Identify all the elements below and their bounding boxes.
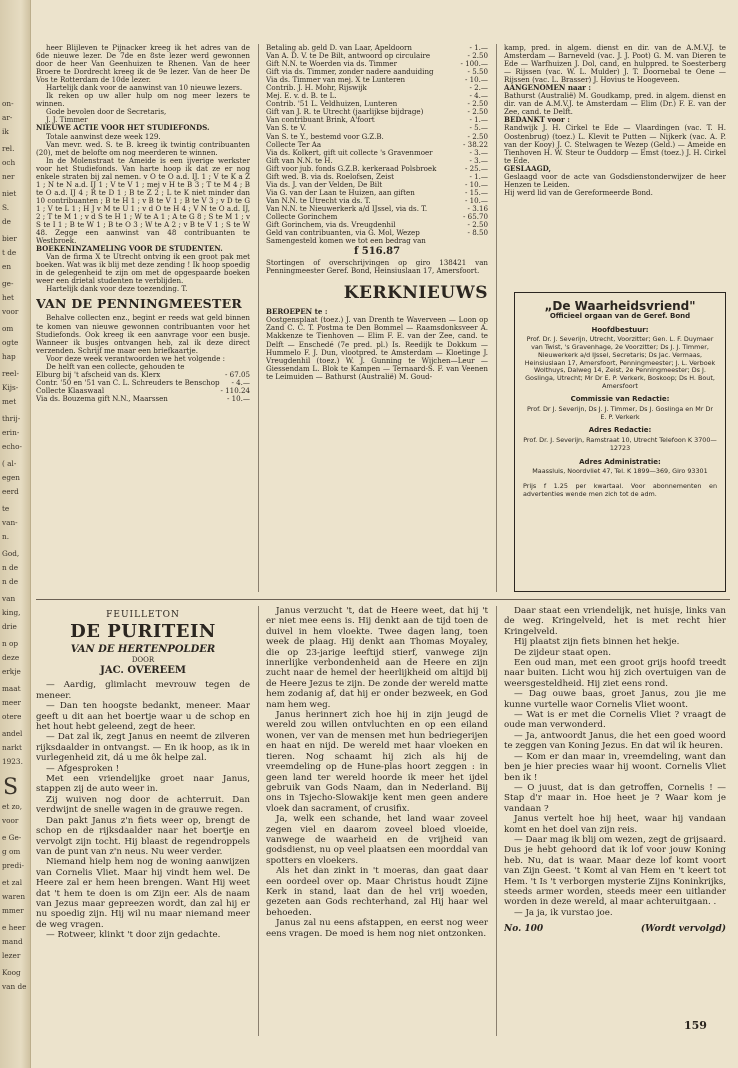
intro-paragraph: Gode bevolen door de Secretaris, (46, 107, 167, 117)
ledger-label: Betaling ab. geld D. van Laar, Apeldoorn (266, 44, 412, 52)
ledger-amount: - 100.— (460, 59, 488, 69)
gutter-fragment: mmer (2, 906, 24, 915)
story-author: JAC. OVEREEM (100, 665, 186, 677)
story-paragraph: Janus vertelt hoe hij heet, waar hij vandaan komt en het doel van zijn reis. (504, 814, 726, 835)
gutter-fragment: g om (2, 847, 21, 856)
gutter-fragment: van- (2, 518, 18, 527)
story-paragraph: — Rotweer, klinkt 't door zijn gedachte. (46, 930, 221, 941)
gutter-fragment: t de (2, 248, 17, 257)
ledger-amount: - 5.50 (467, 67, 488, 77)
story-footer (504, 924, 726, 934)
ledger-total: f 516.87 (353, 246, 401, 258)
ledger-amount: - 3.— (469, 155, 488, 165)
gutter-fragment: maat (2, 684, 21, 693)
story-paragraph: — Wat is er met die Cornelis Vliet ? vraagt de oude man verwonderd. (504, 710, 726, 731)
intro-paragraph: heer Blijleven te Pijnacker kreeg ik het adres van de 6de nieuwe lezer. De 7de en 8ste lezer werd gewonnen door de heer Van Geenhuizen te Rhenen. Van de heer Broere te Dordrecht kreeg ik de 9e lezer. Van de heer De Vos te Rotterdam de 10de lezer. (36, 44, 250, 85)
giro-note: Stortingen of overschrijvingen op giro 138421 van Penningmeester Geref. Bond, Heinsiuslaan 17, Amersfoort. (266, 258, 488, 276)
bestuur-heading: Hoofdbestuur: (591, 325, 649, 334)
ledger-label: Gift voor jub. fonds G.Z.B. kerkeraad Polsbroek (266, 163, 437, 173)
gutter-fragment: drie (2, 622, 17, 631)
ledger-label: Gift via ds. Timmer, zonder nadere aanduiding (266, 67, 434, 77)
page-number: 159 (684, 1019, 707, 1032)
gutter-fragment: deze (2, 653, 20, 662)
adres-heading: Adres Redactie: (588, 426, 652, 435)
story-paragraph: Janus herinnert zich hoe hij in zijn jeugd de wereld zou willen ontvluchten en op een eiland wonen, ver van de mensen met hun bedriegerijen en haat en nijd. De wereld met haar vloeken en tieren. Nog schaamt hij zich als hij de vreemdeling op de Hune-plas hoort zeggen : in geen land ter wereld hoorde ik meer het ijdel gebruik van Gods Naam, dan in Nederland. Bij ons in Tsjecho-Slowakije kent men geen andere vloek dan sacrament, of crusifix. (266, 710, 488, 814)
ledger-label: Gift N.N. te Woerden via ds. Timmer (266, 59, 397, 69)
story-paragraph: — Daar mag ik blij om wezen, zegt de grijsaard. Dus je hebt gehoord dat ik lof voor jouw Koning heb. Nu, dat is waar. Maar deze lof komt voort van Zijn Geest. 't Komt al van Hem en 't keert tot Hem. 't Is 't verborgen mysterie Zijns Koninkrijks, steeds armer worden, steeds meer een uitlander worden in deze wereld, al maar achteruitgaan. . (504, 834, 726, 908)
gutter-fragment: de (2, 217, 11, 226)
penningmeester-paragraph: Voor deze week verantwoorden we het volgende : (46, 353, 226, 363)
ledger-amount: - 3.— (469, 147, 488, 157)
gutter-fragment: erin- (2, 428, 20, 437)
gutter-fragment: van (2, 594, 16, 603)
masthead-title: „De Waarheidsvriend" (544, 299, 696, 313)
gutter-fragment: on- (2, 99, 14, 108)
story-paragraph: Dan pakt Janus z'n fiets weer op, brengt de schop en de rijksdaalder naar het boertje en vervolgt zijn tocht. Hij blaast de regendroppels van de punt van z'n neus. Nu weer verder. (36, 815, 250, 857)
intro-paragraph: Hartelijk dank voor de aanwinst van 10 nieuwe lezers. (46, 83, 243, 93)
gutter-fragment: Koog (2, 968, 21, 977)
story-paragraph: Janus zal nu eens afstappen, en eerst nog weer eens vragen. De moed is hem nog niet ontzonken. (266, 918, 488, 939)
gutter-fragment: S (3, 775, 19, 800)
story-paragraph: — Dag ouwe baas, groet Janus, zou jie me kunne vurtelle waor Cornelis Vliet woont. (504, 689, 726, 710)
ledger-amount: - 5.— (469, 123, 488, 133)
story-paragraph: — Aardig, glimlacht mevrouw tegen de meneer. (36, 680, 250, 701)
intro-paragraph: J. J. Timmer (46, 115, 88, 125)
heading-boeken: BOEKENINZAMELING VOOR DE STUDENTEN. (36, 244, 223, 254)
story-paragraph: — Dat zal ik, zegt Janus en neemt de zilveren rijksdaalder in ontvangst. — En ik hoop, as ik in vurlegenheid zit, dá u me ôk helpe zal. (36, 732, 250, 764)
gutter-fragment: om (2, 324, 14, 333)
ledger-label: Van A. D. V. te De Bilt, antwoord op circulaire (266, 51, 431, 61)
ledger-label: Geld van contribuanten, via G. Mol, Wezep (266, 228, 420, 238)
ledger-label: Collecte Gorinchem (266, 211, 338, 221)
penningmeester-paragraph: De helft van een collecte, gehouden te (46, 361, 185, 371)
gutter-fragment: ( al- (2, 459, 17, 468)
studiefonds-paragraph: In de Molenstraat te Ameide is een ijverige werkster voor het Studiefonds. Van harte hoop ik dat ze er nog enkele straten bij zal nemen. v O te O a.d. IJ. 1 ; V te K a Z 1 ; N te N a.d. IJ 1 ; V te V 1 ; mej v H te B 3 ; T te M 4 ; B te O a.d. IJ 4 ; R te D 1 ; B te Z 2 ; L te K niet minder dan 10 contribuanten ; B te H 1 ; v B te V 1 ; B te V 3 ; v D te G 1 ; V te L 1 ; H J v M te U 1 ; v d O te H 4 ; V N te O a.d. IJ, 2 ; T te M 1 ; v d S te H 1 ; W te A 1 ; A te G 8 ; S te M 1 ; v S te I 1 ; B te W 1 ; B te O 3 ; W te A 2 ; v B te V 1 ; S te W 48. Zegge een aanwinst van 48 contribuanten te Westbroek. (36, 155, 250, 246)
gutter-fragment: bier (2, 234, 17, 243)
ledger-label: Gift wed. B. via ds. Roelofsen, Zeist (266, 171, 394, 181)
heading-bedankt: BEDANKT voor : (504, 115, 570, 125)
geslaagd-text-2: Hij werd lid van de Gereformeerde Bond. (504, 187, 653, 197)
ledger-amount: - 1.— (469, 115, 488, 125)
ledger-label: Via ds. Timmer van mej. X te Lunteren (266, 75, 406, 85)
gutter-fragment: en (2, 262, 12, 271)
studiefonds-paragraph: Van mevr. wed. S. te B. kreeg ik twintig contribuanten (20), met de belofte om nog meerderen te winnen. (36, 139, 250, 157)
intro-text (36, 44, 250, 124)
ledger-row (36, 395, 250, 403)
ledger-amount: - 2.50 (467, 220, 488, 230)
gutter-fragment: n. (2, 532, 10, 541)
studiefonds-text (36, 133, 250, 246)
gutter-fragment: e heer (2, 923, 26, 932)
ledger-amount: - 4.— (469, 91, 488, 101)
ledger-label: Elburg bij 't afscheid van ds. Klerx (36, 369, 161, 379)
ledger-label: Van N.N. te Utrecht via ds. T. (266, 195, 371, 205)
story-paragraph: — Kom er dan maar in, vreemdeling, want dan ben je hier precies waar hij woont. Cornelis Vliet ben ik ! (504, 751, 726, 783)
kerknieuws-title: KERKNIEUWS (343, 283, 488, 304)
gutter-fragment: God, (2, 549, 20, 558)
feuilleton-label: FEUILLETON (106, 610, 180, 620)
ledger-label: Van S. te V. (266, 123, 307, 133)
ledger-label: Via ds. Kolkert, gift uit collecte 's Gravenmoer (266, 147, 433, 157)
ledger-amount: - 2.50 (467, 51, 488, 61)
column-1 (36, 44, 250, 592)
gutter-fragment: thrij- (2, 414, 21, 423)
gutter-fragment: waren (2, 892, 26, 901)
gutter-fragment: ogte (2, 338, 19, 347)
gutter-fragment: et zal (2, 878, 23, 887)
ledger-label: Van S. te Y., bestemd voor G.Z.B. (266, 131, 384, 141)
story-paragraph: Janus verzucht 't, dat de Heere weet, dat hij 't er niet mee eens is. Hij denkt aan de tijd toen de duivel in hem vloekte. Twee dagen lang, toen week de plaag. Hij denkt aan Thomas Moyaley, die op 23-jarige leeftijd stierf, vanwege zijn innerlijke verbondenheid aan de Heere en zijn zucht naar de hemel der heerlijkheid om altijd bij de Heere Jezus te zijn. De zonde der wereld matte hem zodanig af, dat hij er onder bezweek, en God nam hem weg. (266, 606, 488, 710)
ledger-label: Van contribuant Brink, A'foort (266, 115, 375, 125)
geslaagd-text: Geslaagd voor de acte van Godsdienstonderwijzer de heer Henzen te Leiden. (504, 171, 726, 189)
story-paragraph: Ja, welk een schande, het land waar zoveel zegen viel en daarom zoveel bloed vloeide, vanwege de waarheid en de vrijheid van godsdienst, nu op veel plaatsen een moorddal van spotters en vloekers. (266, 814, 488, 866)
to-be-continued: (Wordt vervolgd) (640, 924, 726, 935)
ledger-amount: - 2.— (469, 83, 488, 93)
masthead-box (514, 292, 726, 592)
gutter-fragment: andel (2, 729, 23, 738)
gutter-fragment: otere (2, 712, 22, 721)
feuilleton-column-3 (504, 606, 726, 1021)
story-title: DE PURITEIN (70, 621, 216, 643)
bestuur-text: Prof. Dr. J. Severijn, Utrecht, Voorzitter; Gen. L. F. Duymaer van Twist, 's Gravenhage, 2e Voorzitter; Ds J. J. Timmer, Nieuwerkerk a/d IJssel, Secretaris; Ds Jac. Vermaas, Heinsiuslaan 17, Amersfoort, Penningmeester; J. L. Verboek Wolthuys, Dalweg 14, Zeist, 2e Penningmeester; Ds J. Goslinga, Utrecht; Mr Dr E. P. Verkerk, Boskoop; Ds H. Bout, Amersfoort (524, 335, 716, 390)
gutter-fragment: mand (2, 937, 23, 946)
ledger-amount: - 3.16 (467, 203, 488, 213)
heading-geslaagd: GESLAAGD, (504, 163, 552, 173)
story-text (504, 606, 726, 918)
gutter-fragment: n de (2, 577, 19, 586)
heading-studiefonds: NIEUWE ACTIE VOOR HET STUDIEFONDS. (36, 123, 210, 133)
ledger-amount: - 2.50 (467, 99, 488, 109)
story-text (266, 606, 488, 939)
gutter-fragment: narkt (2, 743, 22, 752)
story-paragraph: — Afgesproken ! (46, 763, 120, 774)
boeken-paragraph: Van de firma X te Utrecht ontving ik een groot pak met boeken. Wat was ik blij met deze zending ! Ik hoop spoedig in de gelegenheid te zijn om met de opgespaarde boeken weer een drietal studenten te verblijden. (36, 252, 250, 286)
gutter-fragment: het (2, 293, 14, 302)
redactie-text: Prof. Dr J. Severijn, Ds J. J. Timmer, Ds J. Goslinga en Mr Dr E. P. Verkerk (527, 405, 713, 421)
intro-paragraph: Ik reken op uw aller hulp om nog meer lezers te winnen. (36, 91, 250, 109)
story-paragraph: — Dan ten hoogste bedankt, meneer. Maar geeft u dit aan het boertje waar u de schop en het hout hebt geleend, zegt de heer. (36, 701, 250, 733)
issue-number: No. 100 (504, 924, 544, 935)
prijs-text: Prijs f 1.25 per kwartaal. Voor abonnementen en advertenties wende men zich tot de adm. (523, 481, 717, 498)
ledger-amount: - 2.50 (467, 131, 488, 141)
gutter-fragment: och (2, 158, 16, 167)
gutter-fragment: echo- (2, 442, 22, 451)
ledger-label: Gift van J. R. te Utrecht (jaarlijkse bijdrage) (266, 107, 424, 117)
penningmeester-text (36, 314, 250, 370)
story-paragraph: Hij plaatst zijn fiets binnen het hekje. (514, 637, 680, 648)
column-divider (258, 44, 259, 592)
beroepen-continued: kamp, pred. in algem. dienst en dir. van de A.M.V.J. te Amsterdam — Barneveld (vac. J. J. Poot) G. M. van Dieren te Ede — Warfhuizen J. Dol, cand, en hulppred. te Soesterberg — Rijssen (vac. W. L. Mulder) J. T. Doornebal te Oene — Rijssen (vac. L. Brasser) J. Hovius te Hoogeveen. (504, 44, 726, 85)
redactie-heading: Commissie van Redactie: (570, 395, 670, 404)
ledger-label: Via ds. Bouzema gift N.N., Maarssen (36, 393, 168, 403)
gutter-fragment: voor (2, 816, 19, 825)
ledger-label: Samengesteld komen we tot een bedrag van (266, 236, 426, 246)
story-paragraph: Niemand hielp hem nog de woning aanwijzen van Cornelis Vliet. Maar hij vindt hem wel. De Heere zal er hem heen brengen. Want Hij weet dat 't hem te doen is om Zijn eer. Als de naam van Jezus maar gepreezen wordt, dan zal hij er nu spoedig zijn. Hij wil nu maar niemand meer de weg vragen. (36, 857, 250, 930)
gutter-fragment: ge- (2, 279, 14, 288)
column-divider (258, 606, 259, 1036)
bedankt-text: Randwijk J. H. Cirkel te Ede — Vlaardingen (vac. T. H. Oostenbrug) (toez.) L. Klevit te Putten — Nijkerk (vac. A. P. van der Kooy) J. C. Stelwagen te Wezep (Geld.) — Ameide en Tienhoven H. W. Steur te Ouddorp — Emst (toez.) J. H. Cirkel te Ede. (504, 123, 726, 165)
ledger-list (36, 371, 250, 403)
story-paragraph: — O juust, dat is dan getroffen, Cornelis ! — Stap d'r maar in. Hoe heet je ? Waar kom je vandaan ? (504, 782, 726, 814)
column-divider (496, 44, 497, 592)
aangenomen-text: Bathurst (Australië) M. Goudkamp, pred. in algem. dienst en dir. van de A.M.V.J. te Amsterdam — Elim (Dr.) F. E. van der Zee, cand. te Delft. (504, 91, 726, 117)
gutter-fragment: reel- (2, 369, 19, 378)
feuilleton-column-1 (36, 606, 250, 1036)
ledger-amount: - 38.22 (463, 139, 488, 149)
ledger-amount: - 8.50 (467, 228, 488, 238)
story-paragraph: Met een vriendelijke groet naar Janus, stappen zij de auto weer in. (36, 774, 250, 795)
gutter-fragment: egen (2, 473, 21, 482)
ledger-amount: - 25.— (464, 163, 488, 173)
ledger-amount: - 2.50 (467, 107, 488, 117)
gutter-fragment: n de (2, 563, 19, 572)
ledger-amount: - 10.— (464, 195, 488, 205)
ledger-amount: - 65.70 (463, 211, 488, 221)
gutter-fragment: met (2, 397, 17, 406)
ledger-label: Via G. van der Laan te Huizen, aan giften (266, 187, 415, 197)
ledger-amount: - 1.— (469, 44, 488, 52)
studiefonds-paragraph: Totale aanwinst deze week 129. (46, 131, 161, 141)
ledger-label: Contrib. J. H. Mohr, Rijswijk (266, 83, 367, 93)
beroepen-label: BEROEPEN te : (266, 307, 328, 317)
ledger-label: Contrib. '51 L. Veldhuizen, Lunteren (266, 99, 398, 109)
admin-heading: Adres Administratie: (579, 457, 661, 466)
ledger-label: Via ds. J. van der Velden, De Bilt (266, 179, 383, 189)
gutter-fragment: predi- (2, 861, 24, 870)
story-paragraph: De zijdeur staat open. (514, 647, 611, 658)
column-3 (504, 44, 726, 284)
beroepen-text: Oostgensplaat (toez.) J. van Drenth te Waverveen — Loon op Zand C. C. T. Postma te Den Bommel — Raamsdonksveer A. Makkenze te Tienhoven — Elim F. E. van der Zee, cand. te Delft — Enschedé (7e pred. pl.) Is. Reedijk te Dokkum — Hummelo F. J. Dun, vlootpred. te Amsterdam — Kloetinge J. Vreugdenhil (toez.) W. J. Gunning te Wijchen—Leur — Giessendam L. Blok te Kampen — Ternaard-S. F. van Veenen te Leimuiden — Bathurst (Australië) M. Goud- (266, 315, 488, 381)
story-paragraph: — Ja ja, ik vurstao joe. (514, 907, 613, 918)
gutter-fragment: rel. (2, 144, 15, 153)
ledger-label: Gift Gorinchem, via ds. Vreugdenhil (266, 220, 396, 230)
gutter-fragment: ar- (2, 113, 13, 122)
ledger-label: Van N.N. te Nieuwerkerk a/d IJssel, via ds. T. (266, 203, 428, 213)
gutter-fragment: e Ge- (2, 833, 22, 842)
gutter-fragment: hap (2, 352, 16, 361)
ledger-amount: - 67.05 (225, 369, 250, 379)
section-divider (36, 599, 730, 600)
gutter-fragment: niet (2, 189, 17, 198)
boeken-text (36, 253, 250, 293)
story-text (36, 680, 250, 940)
story-subtitle: VAN DE HERTENPOLDER (70, 644, 216, 656)
gutter-fragment: et zo, (2, 802, 23, 811)
heading-penningmeester: VAN DE PENNINGMEESTER (36, 296, 243, 312)
ledger-amount: - 10.— (226, 393, 250, 403)
gutter-fragment: van de (2, 982, 27, 991)
boeken-paragraph: Hartelijk dank voor deze toezending. T. (46, 284, 188, 294)
ledger-amount: - 10.— (464, 179, 488, 189)
feuilleton-column-2 (266, 606, 488, 1036)
story-paragraph: Zij wuiven nog door de achterruit. Dan verdwijnt de snelle wagen in de grauwe regen. (36, 794, 250, 816)
ledger-label: Gift van N.N. te H. (266, 155, 333, 165)
gutter-fragment: lezer (2, 951, 21, 960)
masthead-subtitle: Officieel orgaan van de Geref. Bond (549, 312, 691, 320)
gutter-fragment: Kijs- (2, 383, 19, 392)
gutter-fragment: eerd (2, 487, 19, 496)
gutter-fragment: king, (2, 608, 21, 617)
ledger-label: Collecte Klaaswaal (36, 385, 105, 395)
story-paragraph: Als het dan zinkt in 't moeras, dan gaat daar een oordeel over op. Maar Christus houdt Zijne Kerk in stand, laat dan de hel vrij woeden, gezeten aan Gods rechterhand, zal Hij haar wel behoeden. (266, 866, 488, 918)
gutter-fragment: meer (2, 698, 22, 707)
ledger-label: Mej. E. v. d. B. te L. (266, 91, 337, 101)
gutter-fragment: voor (2, 307, 19, 316)
story-door: DOOR (131, 656, 155, 665)
heading-aangenomen: AANGENOMEN naar : (504, 83, 592, 93)
ledger-row (266, 237, 488, 245)
ledger-amount: - 1.— (469, 171, 488, 181)
ledger-label: Contr. '50 en '51 van C. L. Schreuders te Benschop (36, 377, 220, 387)
penningmeester-paragraph: Behalve collecten enz., begint er reeds wat geld binnen te komen van nieuwe gewonnen contribuanten voor het Studiefonds. Ook kreeg ik een aanvrage voor een busje. Wanneer ik busjes ontvangen heb, zal ik deze direct verzenden. Schrijf me maar een briefkaartje. (36, 313, 250, 355)
gutter-fragment: erkje (2, 667, 21, 676)
gutter-fragment: S. (2, 203, 10, 212)
ledger-label: Collecte Ter Aa (266, 139, 322, 149)
ledger-amount: - 4.— (231, 377, 250, 387)
ledger-list (266, 44, 488, 245)
story-paragraph: — Ja, antwoordt Janus, die het een goed woord te zeggen van Koning Jezus. En dat wil ik heuren. (504, 730, 726, 752)
gutter-fragment: ner (2, 172, 15, 181)
admin-text: Maassluis, Noordvliet 47, Tel. K 1899—369, Giro 93301 (532, 467, 708, 476)
newspaper-page (36, 44, 730, 1054)
column-divider (496, 606, 497, 1036)
gutter-fragment: ik (2, 127, 9, 136)
column-2 (266, 44, 488, 592)
ledger-amount: - 110.24 (220, 385, 250, 395)
gutter-fragment: n op (2, 639, 19, 648)
gutter-fragment: te (2, 504, 10, 513)
story-paragraph: Daar staat een vriendelijk, net huisje, links van de weg. Kringelveld, het is met recht hier Kringelveld. (504, 606, 726, 637)
story-paragraph: Een oud man, met een groot grijs hoofd treedt naar buiten. Licht wou hij zich overtuigen van de weersgesteldheid. Hij ziet eens rond. (504, 658, 726, 689)
ledger-amount: - 15.— (464, 187, 488, 197)
ledger-amount: - 10.— (464, 75, 488, 85)
gutter-fragment: 1923. (2, 757, 23, 766)
adres-text: Prof. Dr. J. Severijn, Ramstraat 10, Utrecht Telefoon K 3700—12723 (523, 436, 717, 452)
